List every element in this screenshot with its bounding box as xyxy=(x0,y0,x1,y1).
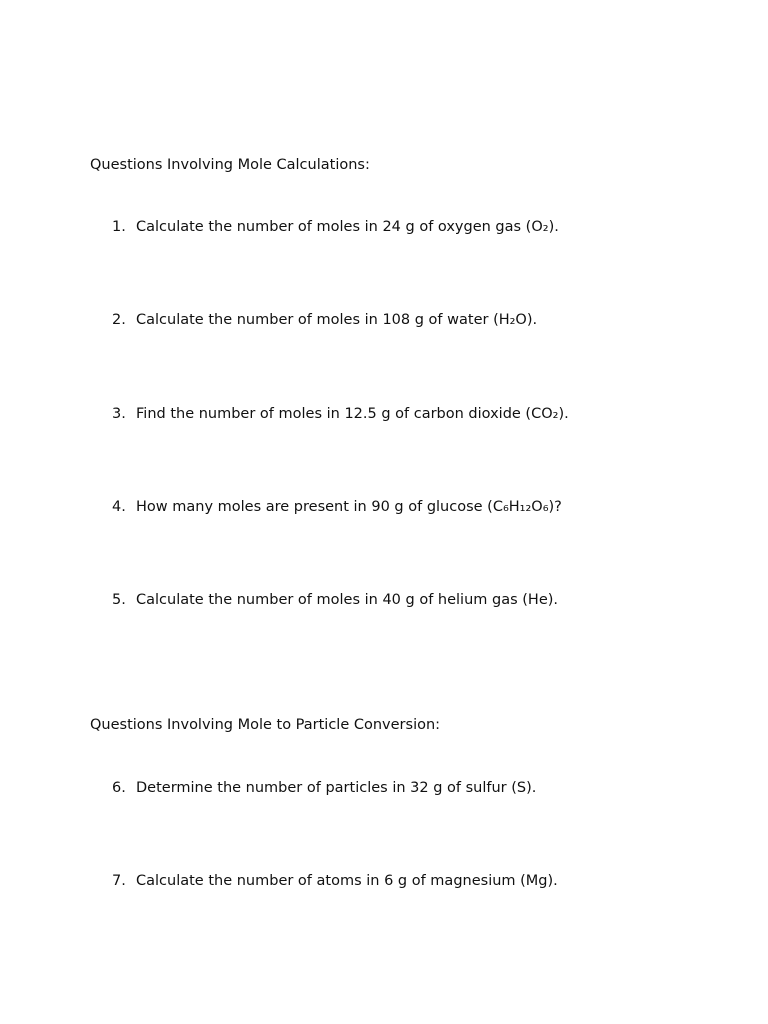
question-text: Calculate the number of atoms in 6 g of magnesium (Mg). xyxy=(136,873,558,889)
question-item xyxy=(112,218,559,236)
question-number: 4. xyxy=(112,499,126,515)
question-item xyxy=(112,779,536,797)
question-number: 2. xyxy=(112,312,126,328)
question-number: 5. xyxy=(112,592,126,608)
question-item xyxy=(112,872,558,890)
question-text: Calculate the number of moles in 108 g of water (H₂O). xyxy=(136,312,538,328)
question-number: 6. xyxy=(112,780,126,796)
section-heading-particle-conversion: Questions Involving Mole to Particle Conversion: xyxy=(90,717,441,733)
question-number: 3. xyxy=(112,406,126,422)
question-text: Calculate the number of moles in 40 g of helium gas (He). xyxy=(136,592,559,608)
question-text: Determine the number of particles in 32 g of sulfur (S). xyxy=(136,780,537,796)
question-text: Find the number of moles in 12.5 g of carbon dioxide (CO₂). xyxy=(136,406,569,422)
question-item xyxy=(112,498,562,516)
question-item xyxy=(112,311,537,329)
question-number: 1. xyxy=(112,219,126,235)
question-text: How many moles are present in 90 g of glucose (C₆H₁₂O₆)? xyxy=(136,499,562,515)
question-item xyxy=(112,405,569,423)
section-heading-mole-calculations: Questions Involving Mole Calculations: xyxy=(90,157,370,173)
question-item xyxy=(112,591,558,609)
question-number: 7. xyxy=(112,873,126,889)
question-text: Calculate the number of moles in 24 g of oxygen gas (O₂). xyxy=(136,219,559,235)
